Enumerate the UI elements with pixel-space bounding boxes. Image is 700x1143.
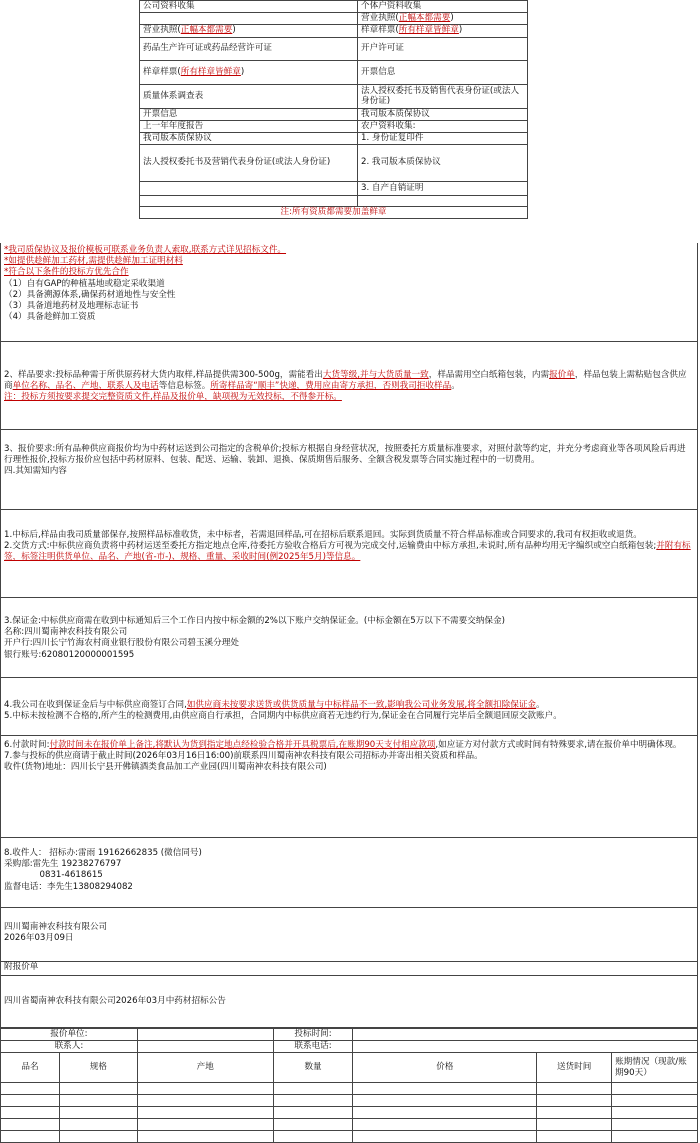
account-number: 银行账号:62080120000001595 <box>4 649 135 660</box>
qual-right-cell: 1. 身份证复印件 <box>358 132 528 144</box>
sample-text-c: ，样品包装上需粘贴包含供应商 <box>4 370 687 392</box>
sample-text-red3: 单位名称、品名、产地、联系人及电话 <box>12 381 159 392</box>
qual-left-cell: 样章样票(所有样章皆鲜章) <box>140 60 358 84</box>
qual-right-cell: 样章样票(所有样章皆鲜章) <box>358 24 528 37</box>
contract-text-b: 。 <box>536 700 545 710</box>
delivery-method <box>4 541 694 563</box>
table-row <box>140 132 528 144</box>
contact-supervision: 监督电话：李先生13808294082 <box>4 881 133 892</box>
sample-text-a: 2、样品要求:投标品种需于所供原药材大货内取样,样品提供需300-500g，需能看出 <box>4 370 323 380</box>
table-row <box>140 37 528 60</box>
qual-right-cell: 农户资料收集: <box>358 120 528 132</box>
unit-value[interactable] <box>137 1029 273 1041</box>
qual-right-cell <box>358 195 528 206</box>
note-line-1: *我司质保协议及报价模板可联系业务负责人索取,联系方式详见招标文件。 <box>4 245 287 255</box>
appendix-label: 附报价单 <box>4 962 39 972</box>
payment-text-a: 6.付款时间: <box>4 740 50 750</box>
col-origin: 产地 <box>137 1053 273 1083</box>
deposit-rule: 3.保证金:中标供应商需在收到中标通知后三个工作日内按中标金额的2%以下账户交纳保证金。(中标金额在5万以下不需要交纳保金) <box>4 616 505 626</box>
sample-text-e: 。 <box>451 381 460 392</box>
section-quote-requirements <box>0 430 698 510</box>
condition-4: （4）具备趁鲜加工资质 <box>4 312 96 323</box>
note-line-2: *如提供趁鲜加工药材,需提供趁鲜加工证明材料 <box>4 256 183 267</box>
qual-left-cell: 药品生产许可证或药品经营许可证 <box>140 37 358 60</box>
sample-text-b: ，样品需用空白纸箱包装，内需 <box>428 370 550 380</box>
condition-2: （2）具备溯源体系,确保药材道地性与安全性 <box>4 289 176 300</box>
note-line-3: *符合以下条件的投标方优先合作 <box>4 267 129 278</box>
qual-right-cell: 2. 我司版本质保协议 <box>358 144 528 181</box>
contract-rule <box>4 700 694 711</box>
sample-note: 注：投标方须按要求提交完整资质文件,样品及报价单，缺项视为无效投标，不得参开标。 <box>4 392 342 403</box>
table-row <box>1 1131 698 1143</box>
section-deposit <box>0 598 698 678</box>
qual-left-cell <box>140 195 358 206</box>
quote-table <box>0 1028 698 1143</box>
condition-1: （1）自有GAP的种植基地或稳定采收渠道 <box>4 278 165 289</box>
sample-text-d: 等信息标签。 <box>158 381 211 392</box>
contact-label: 联系人: <box>1 1041 138 1053</box>
sample-retention: 1.中标后,样品由我司质量部保存,按照样品标准收货，未中标者，若需退回样品,可在招标后联系退回。实际到货质量不符合样品标准或合同要求的,我司有权拒收或退货。 <box>4 530 642 540</box>
table-row <box>140 13 528 25</box>
sample-paragraph <box>4 370 694 392</box>
section-sample-requirements <box>0 342 698 430</box>
payment-time <box>4 740 694 751</box>
contract-text-a: 4.我公司在收到保证金后与中标供应商签订合同, <box>4 700 187 710</box>
condition-3: （3）具备道地药材及地理标志证书 <box>4 300 139 311</box>
table-row <box>140 195 528 206</box>
col-delivery: 送货时间 <box>537 1053 612 1083</box>
section-payment <box>0 736 698 838</box>
qual-left-cell <box>140 13 358 25</box>
table-row <box>140 181 528 195</box>
company-name: 四川蜀南神农科技有限公司 <box>4 922 108 932</box>
quote-requirement: 3、报价要求:所有品种供应商报价均为中药材运送到公司指定的含税单价;投标方根据自身经营状况，按照委托方质量标准要求，对照付款等约定，并充分考虑商业等各项风险后再进行理性报价,投标方报价应包括中药材原料、包装、配送、运输、装卸、退换、保质期售后服务、全额含税发票等合同实施过程中的一切费用。 <box>4 444 686 466</box>
qual-right-cell: 开票信息 <box>358 60 528 84</box>
deadline: 7.参与投标的供应商请于截止时间(2026年03月16日16:00)前联系四川蜀南神农科技有限公司招标办并寄出相关资质和样品。 <box>4 751 483 762</box>
phone-value[interactable] <box>353 1041 698 1053</box>
table-row <box>1 1119 698 1131</box>
qual-left-cell: 质量体系调查表 <box>140 84 358 108</box>
table-row <box>140 60 528 84</box>
qual-right-cell: 3. 自产自销证明 <box>358 181 528 195</box>
time-value[interactable] <box>353 1029 698 1041</box>
table-row <box>140 120 528 132</box>
table-row <box>140 84 528 108</box>
sample-text-red1: 大货等级,并与大货质量一致 <box>322 370 429 380</box>
receiving-address: 收件(货物)地址：四川长宁县开佛镇酒类食品加工产业园(四川蜀南神农科技有限公司) <box>4 762 327 773</box>
qual-left-cell: 营业执照(正幅本都需要) <box>140 24 358 37</box>
col-price: 价格 <box>353 1053 537 1083</box>
qualification-table <box>139 0 528 219</box>
appendix-row <box>0 962 698 976</box>
contact-value[interactable] <box>137 1041 273 1053</box>
col-name: 品名 <box>1 1053 60 1083</box>
qual-left-cell: 我司版本质保协议 <box>140 132 358 144</box>
time-label: 投标时间: <box>273 1029 353 1041</box>
contact-purchase: 采购部:雷先生 19238276797 <box>4 859 122 870</box>
section-delivery <box>0 510 698 598</box>
table-row <box>1 1095 698 1107</box>
qual-right-cell: 法人授权委托书及销售代表身份证(或法人身份证) <box>358 84 528 108</box>
sample-text-red4: 所寄样品寄“顺丰”快递，费用应由寄方承担，否则我司拒收样品 <box>210 381 452 392</box>
qual-left-cell: 法人授权委托书及营销代表身份证(或法人身份证) <box>140 144 358 181</box>
qual-right-cell: 我司版本质保协议 <box>358 108 528 120</box>
table-row <box>140 24 528 37</box>
section-contract <box>0 678 698 736</box>
account-bank: 开户行:四川长宁竹海农村商业银行股份有限公司碧玉溪分理处 <box>4 638 239 649</box>
payment-text-b: ,如应证方对付款方式或时间有特殊要求,请在报价单中明确体现。 <box>435 740 682 750</box>
announcement-title: 四川省蜀南神农科技有限公司2026年03月中药材招标公告 <box>4 996 226 1006</box>
qualification-note: 注:所有资质都需要加盖鲜章 <box>140 206 528 218</box>
phone-label: 联系电话: <box>273 1041 353 1053</box>
col-quantity: 数量 <box>273 1053 353 1083</box>
inspection-rule: 5.中标未按检测不合格的,所产生的检测费用,由供应商自行承担，合同期内中标供应商若无违约行为,保证金在合同履行完毕后全额退回原交款账户。 <box>4 711 562 722</box>
delivery-label-req: 并附有标签，标签注明供货单位、品名、产地(省-市-)、规格、重量、采收时间(例2025年5月)等信息。 <box>4 541 691 563</box>
col-payment-terms: 账期情况（现款/账期90天） <box>612 1053 698 1083</box>
qual-left-cell: 开票信息 <box>140 108 358 120</box>
announcement-row <box>0 976 698 1028</box>
issue-date: 2026年03月09日 <box>4 933 74 944</box>
delivery-text: 2.交货方式:中标供应商负责将中药材运送至委托方指定地点仓库,待委托方验收合格后方可视为完成交付,运输费由中标方承担,未说时,所有品种均用无字编织或空白纸箱包装; <box>4 541 657 552</box>
sample-text-red2: 报价单 <box>549 370 575 380</box>
qual-right-cell: 开户许可证 <box>358 37 528 60</box>
table-row <box>140 108 528 120</box>
account-name: 名称:四川蜀南神农科技有限公司 <box>4 627 128 638</box>
contact-landline: 0831-4618615 <box>4 870 103 881</box>
section-contacts <box>0 838 698 908</box>
table-row <box>1 1083 698 1095</box>
section-notes <box>0 243 698 342</box>
table-row <box>140 1 528 13</box>
qual-left-cell: 公司资料收集 <box>140 1 358 13</box>
section-signature <box>0 908 698 962</box>
qual-right-cell: 个体户资料收集 <box>358 1 528 13</box>
other-notes-heading: 四.其知需知内容 <box>4 466 67 477</box>
table-row <box>140 144 528 181</box>
table-row <box>1 1107 698 1119</box>
qual-right-cell: 营业执照(正幅本都需要) <box>358 13 528 25</box>
unit-label: 报价单位: <box>1 1029 138 1041</box>
contract-text-red: 如供应商未按要求送货或供货质量与中标样品不一致,影响我公司业务发展,将全额扣除保证金 <box>186 700 537 710</box>
payment-text-red: 付款时间未在报价单上备注,将默认为货到指定地点经检验合格并开具税票后,在账期90天支付相应款项 <box>49 740 436 750</box>
qual-left-cell: 上一年年度报告 <box>140 120 358 132</box>
contact-receiver: 8.收件人： 招标办:雷雨 19162662835 (微信同号) <box>4 848 202 858</box>
qual-left-cell <box>140 181 358 195</box>
col-spec: 规格 <box>59 1053 137 1083</box>
